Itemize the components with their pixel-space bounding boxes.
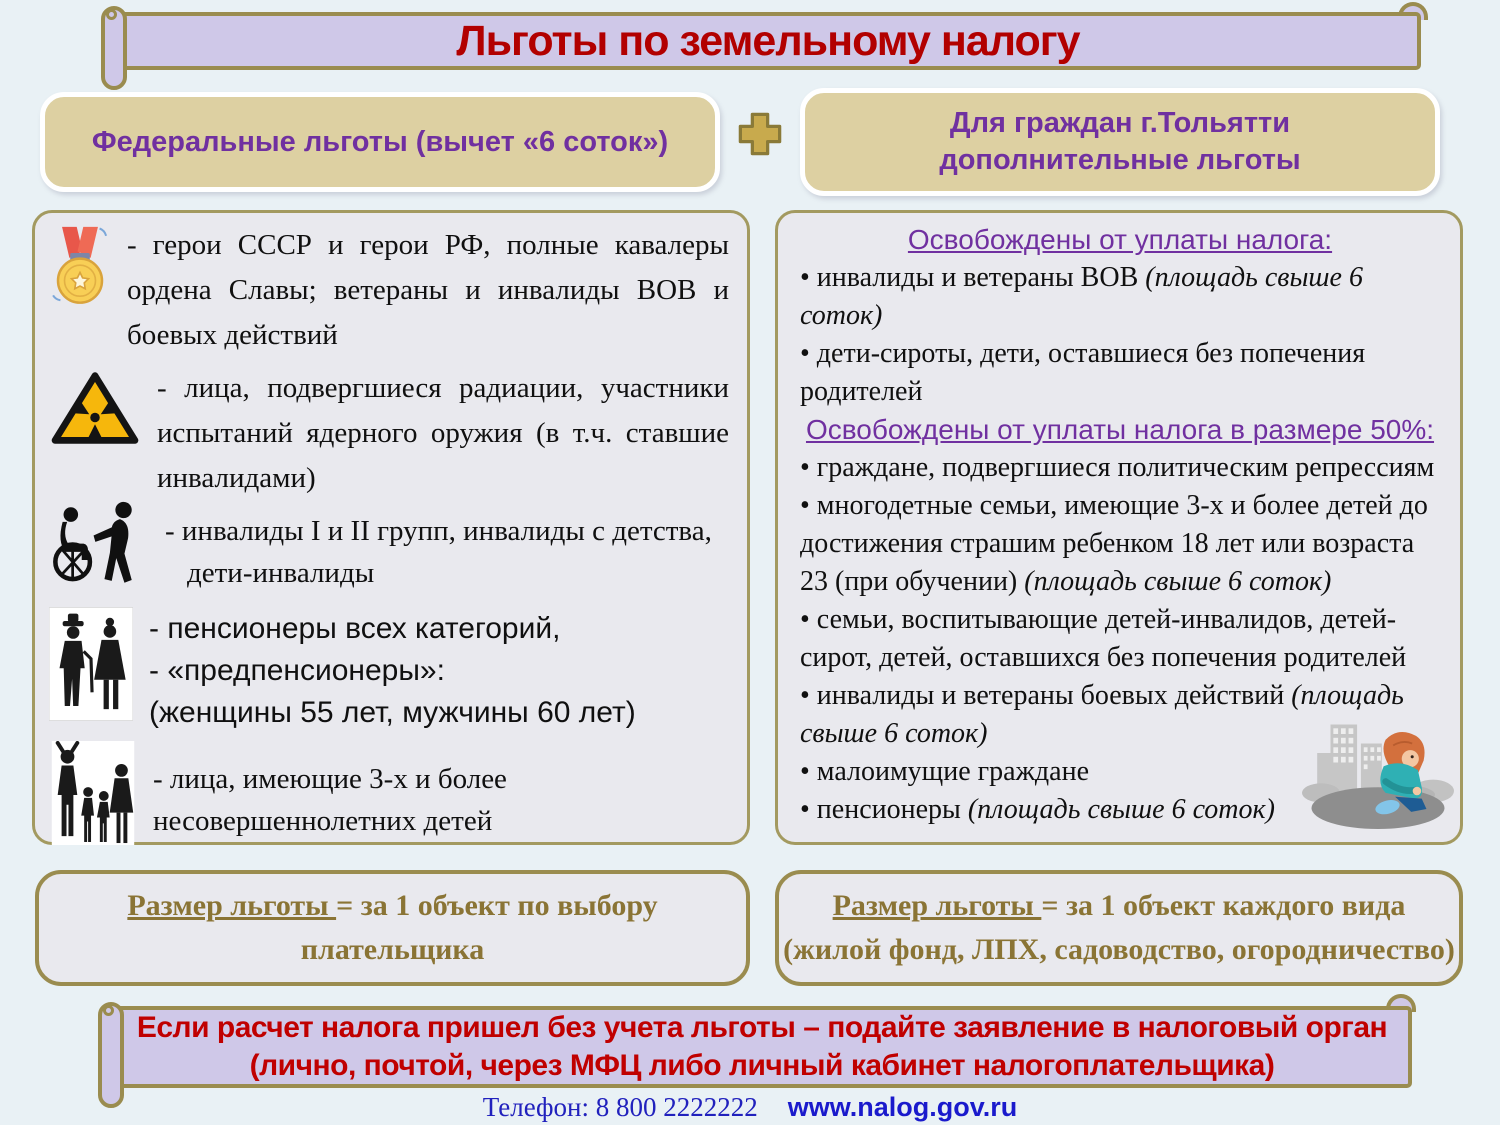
tolyatti-header-line2: дополнительные льготы [939, 144, 1301, 176]
federal-item-radiation [49, 366, 729, 501]
federal-benefits-box [32, 210, 750, 845]
tolyatti-benefit-size-box [775, 870, 1463, 986]
benefit-note: (площадь свыше 6 соток) [800, 262, 1363, 331]
size-label: Размер льготы [832, 889, 1042, 922]
federal-benefit-size-box [35, 870, 750, 986]
website-link[interactable]: www.nalog.gov.ru [787, 1092, 1018, 1122]
exempt-full-heading: Освобождены от уплаты налога: [907, 224, 1333, 255]
federal-item-family-text [153, 758, 507, 842]
benefit-item-orphans [800, 335, 1440, 411]
pensioners-icon [49, 607, 133, 735]
federal-item-radiation-text: - лица, подвергшиеся радиации, участники испытаний ядерного оружия (в т.ч. ставшие инвалидами) [157, 372, 729, 494]
size-label: Размер льготы [127, 889, 337, 922]
federal-benefit-size-text [127, 884, 657, 972]
page-title: Льготы по земельному налогу [456, 16, 1080, 65]
pensioners-line1: - пенсионеры всех категорий, [149, 612, 561, 645]
disabled-line1: - инвалиды I и II групп, инвалиды с детства, [165, 515, 712, 547]
federal-benefits-header-label: Федеральные льготы (вычет «6 соток») [91, 125, 669, 158]
federal-item-pensioners-text [149, 608, 636, 734]
benefit-item-foster-families [800, 601, 1440, 677]
benefit-text: • семьи, воспитывающие детей-инвалидов, детей-сирот, детей, оставшихся без попечения родителей [800, 604, 1407, 673]
benefit-text: • дети-сироты, дети, оставшиеся без попечения родителей [800, 338, 1366, 407]
family-icon [49, 741, 137, 859]
title-banner-roll-dot [106, 9, 117, 20]
federal-item-heroes-text: - герои СССР и герои РФ, полные кавалеры ордена Славы; ветераны и инвалиды ВОВ и боевых действий [127, 229, 729, 351]
benefit-text: • граждане, подвергшиеся политическим репрессиям [800, 452, 1435, 483]
federal-benefits-header [40, 92, 720, 192]
disabled-line2: дети-инвалиды [187, 557, 375, 589]
benefit-item-repressed [800, 449, 1440, 487]
federal-item-disabled-text [165, 510, 712, 594]
benefit-note: (площадь свыше 6 соток) [1024, 566, 1332, 597]
benefit-text: • инвалиды и ветераны боевых действий [800, 680, 1292, 711]
federal-item-disabled [49, 501, 729, 603]
benefit-item-many-children [800, 487, 1440, 601]
benefit-note: (площадь свыше 6 соток) [800, 680, 1404, 749]
tolyatti-benefits-header [800, 88, 1440, 196]
application-banner-line1: Если расчет налога пришел без учета льготы – подайте заявление в налоговый орган [136, 1011, 1388, 1044]
application-banner-text [137, 1009, 1387, 1085]
plus-icon [736, 110, 784, 158]
bottom-banner-roll [98, 1002, 124, 1108]
footer [0, 1092, 1500, 1123]
tolyatti-benefits-box [775, 210, 1463, 845]
medal-icon [49, 225, 111, 321]
size-value-line2: (жилой фонд, ЛПХ, садоводство, огородничество) [783, 933, 1455, 966]
benefit-text: • инвалиды и ветераны ВОВ [800, 262, 1146, 293]
benefit-text: • многодетные семьи, имеющие 3-х и более детей до достижения страшим ребенком 18 лет или возраста 23 (при обучении) [800, 490, 1428, 597]
size-value: = за 1 объект каждого вида [1041, 889, 1406, 922]
size-value-line2: плательщика [300, 933, 485, 966]
federal-item-heroes [49, 223, 729, 358]
benefit-text: • малоимущие граждане [800, 756, 1089, 787]
federal-item-pensioners [49, 607, 729, 735]
family-line2: несовершеннолетних детей [153, 805, 493, 837]
sad-child-illustration [1302, 711, 1454, 838]
wheelchair-icon [49, 501, 149, 603]
pensioners-line3: (женщины 55 лет, мужчины 60 лет) [149, 696, 636, 729]
application-banner-line2: (лично, почтой, через МФЦ либо личный кабинет налогоплательщика) [249, 1049, 1275, 1082]
application-banner [112, 1006, 1412, 1088]
title-banner [115, 12, 1421, 70]
benefit-text: • пенсионеры [800, 794, 968, 825]
bottom-banner-roll-dot [103, 1005, 114, 1016]
phone-number: Телефон: 8 800 2222222 [482, 1092, 758, 1122]
pensioners-line2: - «предпенсионеры»: [149, 654, 445, 687]
benefit-note: (площадь свыше 6 соток) [967, 794, 1275, 825]
family-line1: - лица, имеющие 3-х и более [153, 763, 507, 795]
tolyatti-header-line1: Для граждан г.Тольятти [949, 107, 1291, 139]
tolyatti-benefit-size-text [783, 884, 1455, 972]
radiation-icon [49, 368, 141, 462]
benefit-item-vov [800, 259, 1440, 335]
federal-item-large-family [49, 741, 729, 859]
exempt-half-heading: Освобождены от уплаты налога в размере 50%: [805, 414, 1435, 445]
size-value: = за 1 объект по выбору [336, 889, 658, 922]
